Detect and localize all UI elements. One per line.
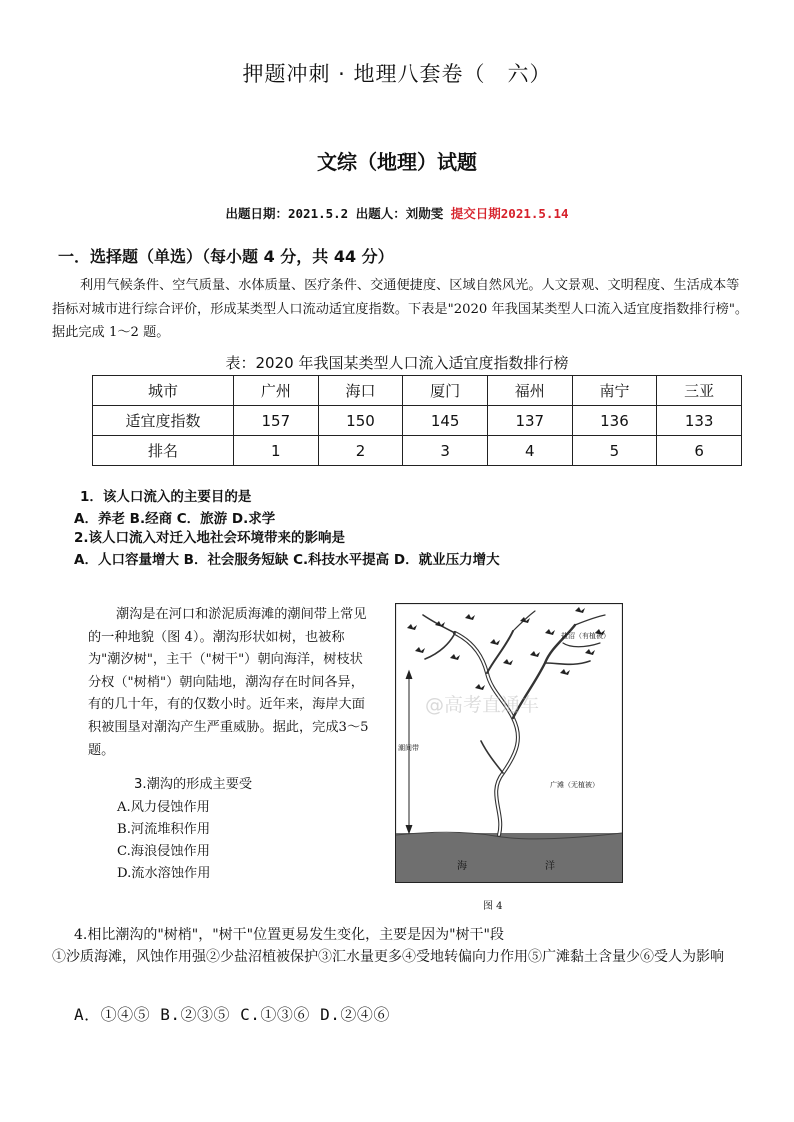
tidal-creek-figure [395,603,623,883]
question-3-option-a: A.风力侵蚀作用 [117,800,210,815]
figure-label-flat: 广滩（无植被） [550,781,599,789]
exam-title: 押题冲刺 · 地理八套卷（ 六） [242,62,552,86]
question-2-stem: 2.该人口流入对迁入地社会环境带来的影响是 [74,530,346,546]
table-cell: 137 [487,406,572,436]
section-heading: 一．选择题（单选）（每小题 4 分，共 44 分） [58,247,394,266]
sea-area [396,833,622,882]
question-3-option-c: C.海浪侵蚀作用 [117,844,210,859]
table-cell: 5 [572,436,657,466]
table-cell: 厦门 [403,376,488,406]
question-4-options: A．①④⑤ B.②③⑤ C.①③⑥ D.②④⑥ [74,1005,390,1024]
exam-meta [0,204,794,222]
ranking-table [92,375,742,466]
table-row-index [93,406,742,436]
table-row-rank [93,436,742,466]
table-cell: 海口 [318,376,403,406]
tidal-creek-passage: 潮沟是在河口和淤泥质海滩的潮间带上常见的一种地貌（图 4）。潮沟形状如树，也被称为"潮汐树"，主干（"树干"）朝向海洋，树枝状分杈（"树梢"）朝向陆地，潮沟存在时间各异，有的几十年，有的仅数小时。近年来，海岸大面积被围垦对潮沟产生严重威胁。据此，完成3～5 题。 [88,607,369,758]
question-2-options: A．人口容量增大 B．社会服务短缺 C.科技水平提高 D．就业压力增大 [74,552,500,568]
table-caption: 表：2020 年我国某类型人口流入适宜度指数排行榜 [225,354,569,372]
table-cell: 133 [657,406,742,436]
intro-paragraph: 利用气候条件、空气质量、水体质量、医疗条件、交通便捷度、区域自然风光。人文景观、文明程度、生活成本等指标对城市进行综合评价，形成某类型人口流动适宜度指数。下表是"2020 年我国某类型人口流入适宜度指数排行榜"。据此完成 1～2 题。 [52,278,749,340]
table-cell: 136 [572,406,657,436]
table-row-header: 适宜度指数 [93,406,234,436]
table-cell: 三亚 [657,376,742,406]
table-cell: 4 [487,436,572,466]
figure-label-tidal-zone: 潮间带 [398,744,419,752]
question-1-stem: 1．该人口流入的主要目的是 [80,489,252,505]
question-3-option-d: D.流水溶蚀作用 [117,866,211,881]
meta-submit-date: 提交日期2021.5.14 [450,206,569,221]
question-4-stem: 4.相比潮沟的"树梢"，"树干"位置更易发生变化，主要是因为"树干"段 [74,927,504,943]
figure-caption: 图 4 [483,901,503,912]
table-cell: 南宁 [572,376,657,406]
question-1-options: A．养老 B.经商 C．旅游 D.求学 [74,511,276,527]
table-cell: 150 [318,406,403,436]
figure-label-marsh: 盐沼（有植被） [561,632,610,640]
table-cell: 1 [234,436,319,466]
table-row-cities [93,376,742,406]
table-cell: 福州 [487,376,572,406]
question-3-stem: 3.潮沟的形成主要受 [134,777,253,792]
figure-label-sea: 海 [457,861,467,872]
table-cell: 3 [403,436,488,466]
table-cell: 6 [657,436,742,466]
meta-date-author: 出题日期：2021.5.2 出题人：刘勋雯 [225,206,451,221]
watermark: @高考直通车 [425,694,540,716]
table-row-header: 城市 [93,376,234,406]
exam-subtitle: 文综（地理）试题 [317,150,477,174]
question-4-choices: ①沙质海滩，风蚀作用强②少盐沼植被保护③汇水量更多④受地转偏向力作用⑤广滩黏土含量少⑥受人为影响 [52,949,724,965]
table-cell: 广州 [234,376,319,406]
table-row-header: 排名 [93,436,234,466]
figure-label-ocean: 洋 [545,861,555,872]
question-3-option-b: B.河流堆积作用 [117,822,211,837]
table-cell: 2 [318,436,403,466]
table-cell: 157 [234,406,319,436]
table-cell: 145 [403,406,488,436]
